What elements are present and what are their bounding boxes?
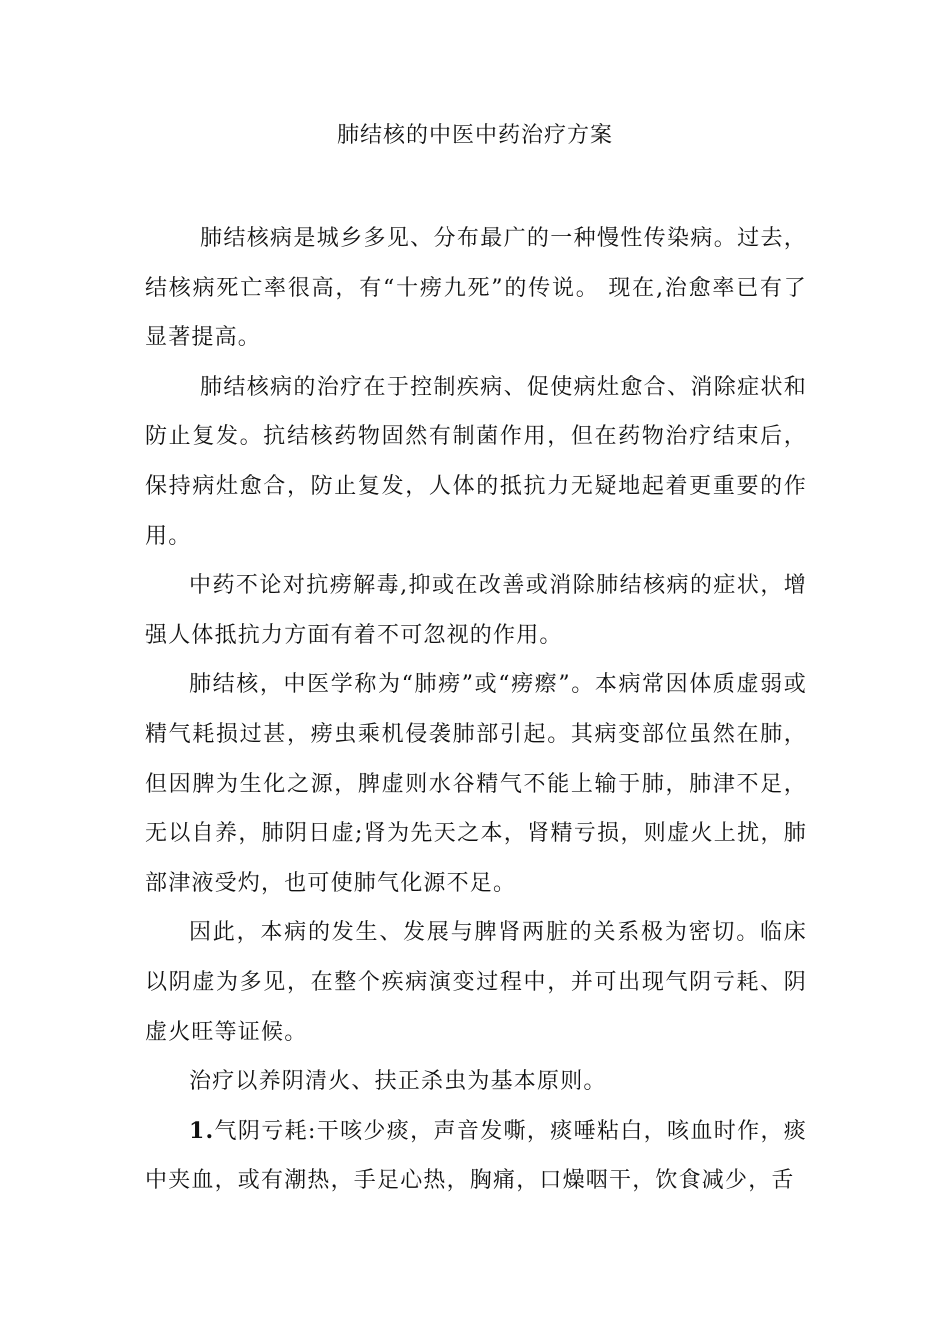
paragraph-tcm-theory: 肺结核，中医学称为“肺痨”或“痨瘵”。本病常因体质虚弱或精气耗损过甚，痨虫乘机侵袭肺部引起。其病变部位虽然在肺，但因脾为生化之源，脾虚则水谷精气不能上输于肺，肺津不足，无以自养，肺阴日虚;肾为先天之本，肾精亏损，则虚火上扰，肺部津液受灼，也可使肺气化源不足。 — [145, 672, 807, 896]
paragraph-organs: 因此，本病的发生、发展与脾肾两脏的关系极为密切。临床以阴虚为多见，在整个疾病演变过程中，并可出现气阴亏耗、阴虚火旺等证候。 — [145, 920, 807, 1045]
paragraph-item-1 — [145, 1107, 807, 1206]
item-1-number: 1. — [189, 1117, 215, 1144]
paragraph-treatment-goal: 肺结核病的治疗在于控制疾病、促使病灶愈合、消除症状和防止复发。抗结核药物固然有制菌作用，但在药物治疗结束后，保持病灶愈合，防止复发，人体的抵抗力无疑地起着更重要的作用。 — [145, 374, 807, 549]
document-title: 肺结核的中医中药治疗方案 — [336, 123, 613, 148]
item-1-label: 气阴亏耗: — [214, 1118, 317, 1144]
paragraph-intro: 肺结核病是城乡多见、分布最广的一种慢性传染病。过去，结核病死亡率很高，有“十痨九死”的传说。 现在,治愈率已有了显著提高。 — [145, 226, 807, 351]
item-1-text: 干咳少痰，声音发嘶，痰唾粘白，咳血时作，痰中夹血，或有潮热，手足心热，胸痛，口燥咽干，饮食减少，舌 — [145, 1118, 807, 1194]
document-body — [145, 214, 807, 1206]
paragraph-principle: 治疗以养阴清火、扶正杀虫为基本原则。 — [189, 1069, 607, 1095]
paragraph-tcm-role: 中药不论对抗痨解毒,抑或在改善或消除肺结核病的症状，增强人体抵抗力方面有着不可忽视的作用。 — [145, 573, 807, 648]
